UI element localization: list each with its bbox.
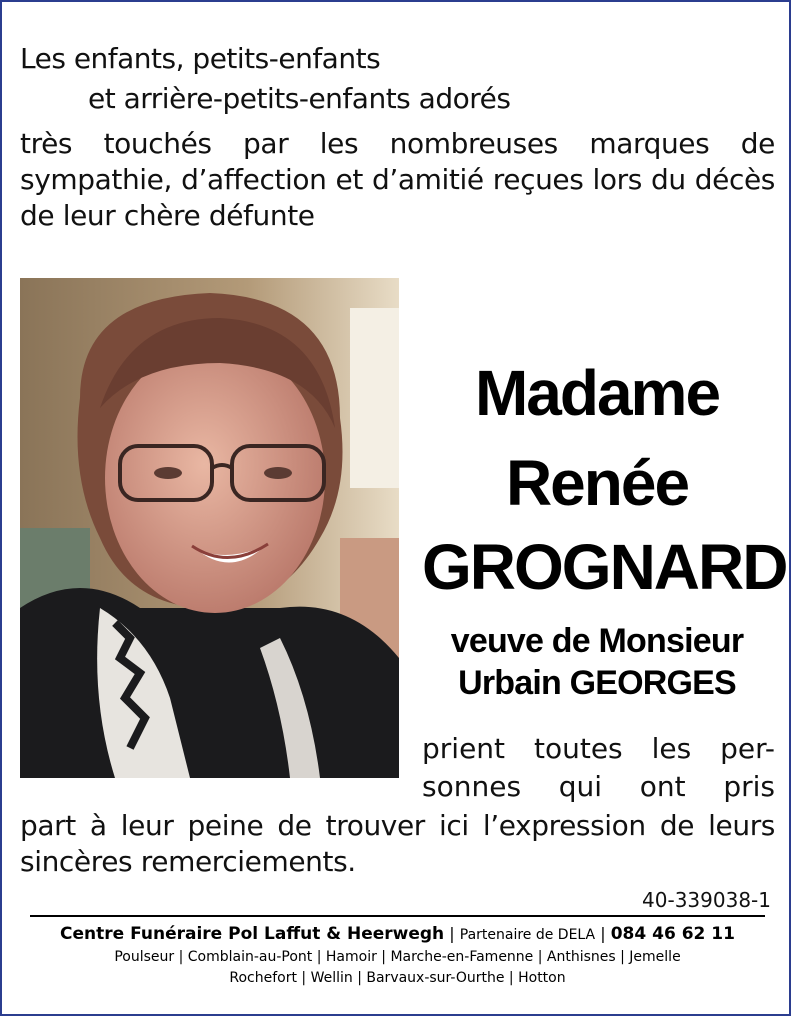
separator: |: [600, 924, 606, 943]
separator: |: [449, 924, 455, 943]
partner-text: Partenaire de DELA: [459, 927, 596, 943]
notice-reference: 40-339038-1: [642, 888, 771, 912]
thanks-paragraph: très touchés par les nombreuses marques de sympathie, d’affection et d’amitié reçues lors du décès de leur chère défunte: [20, 127, 775, 232]
locations-line-1: Poulseur | Comblain-au-Pont | Hamoir | Marche-en-Famenne | Anthisnes | Jemelle: [114, 949, 681, 965]
footer-divider: [30, 915, 765, 917]
intro-line-1: Les enfants, petits-enfants: [20, 42, 381, 75]
intro-line-2: et arrière-petits-enfants adorés: [88, 82, 511, 115]
funeral-home-name: Centre Funéraire Pol Laffut & Heerwegh: [60, 924, 445, 944]
request-paragraph-end: part à leur peine de trouver ici l’expression de leurs sincères remerciements.: [20, 809, 775, 878]
locations-line-2: Rochefort | Wellin | Barvaux-sur-Ourthe | Hotton: [229, 970, 566, 986]
request-paragraph-start: prient toutes les per- sonnes qui ont pris: [422, 732, 775, 803]
widow-of-line-1: veuve de Monsieur: [450, 622, 744, 660]
phone-number: 084 46 62 11: [610, 924, 735, 944]
portrait-photo: [20, 278, 399, 778]
widow-of-line-2: Urbain GEORGES: [458, 664, 736, 702]
deceased-last-name: GROGNARD: [422, 531, 787, 603]
deceased-first-name: Renée: [505, 447, 689, 519]
portrait-illustration: [20, 278, 399, 778]
funeral-home-line: [2, 922, 791, 947]
deceased-title: Madame: [474, 357, 720, 429]
